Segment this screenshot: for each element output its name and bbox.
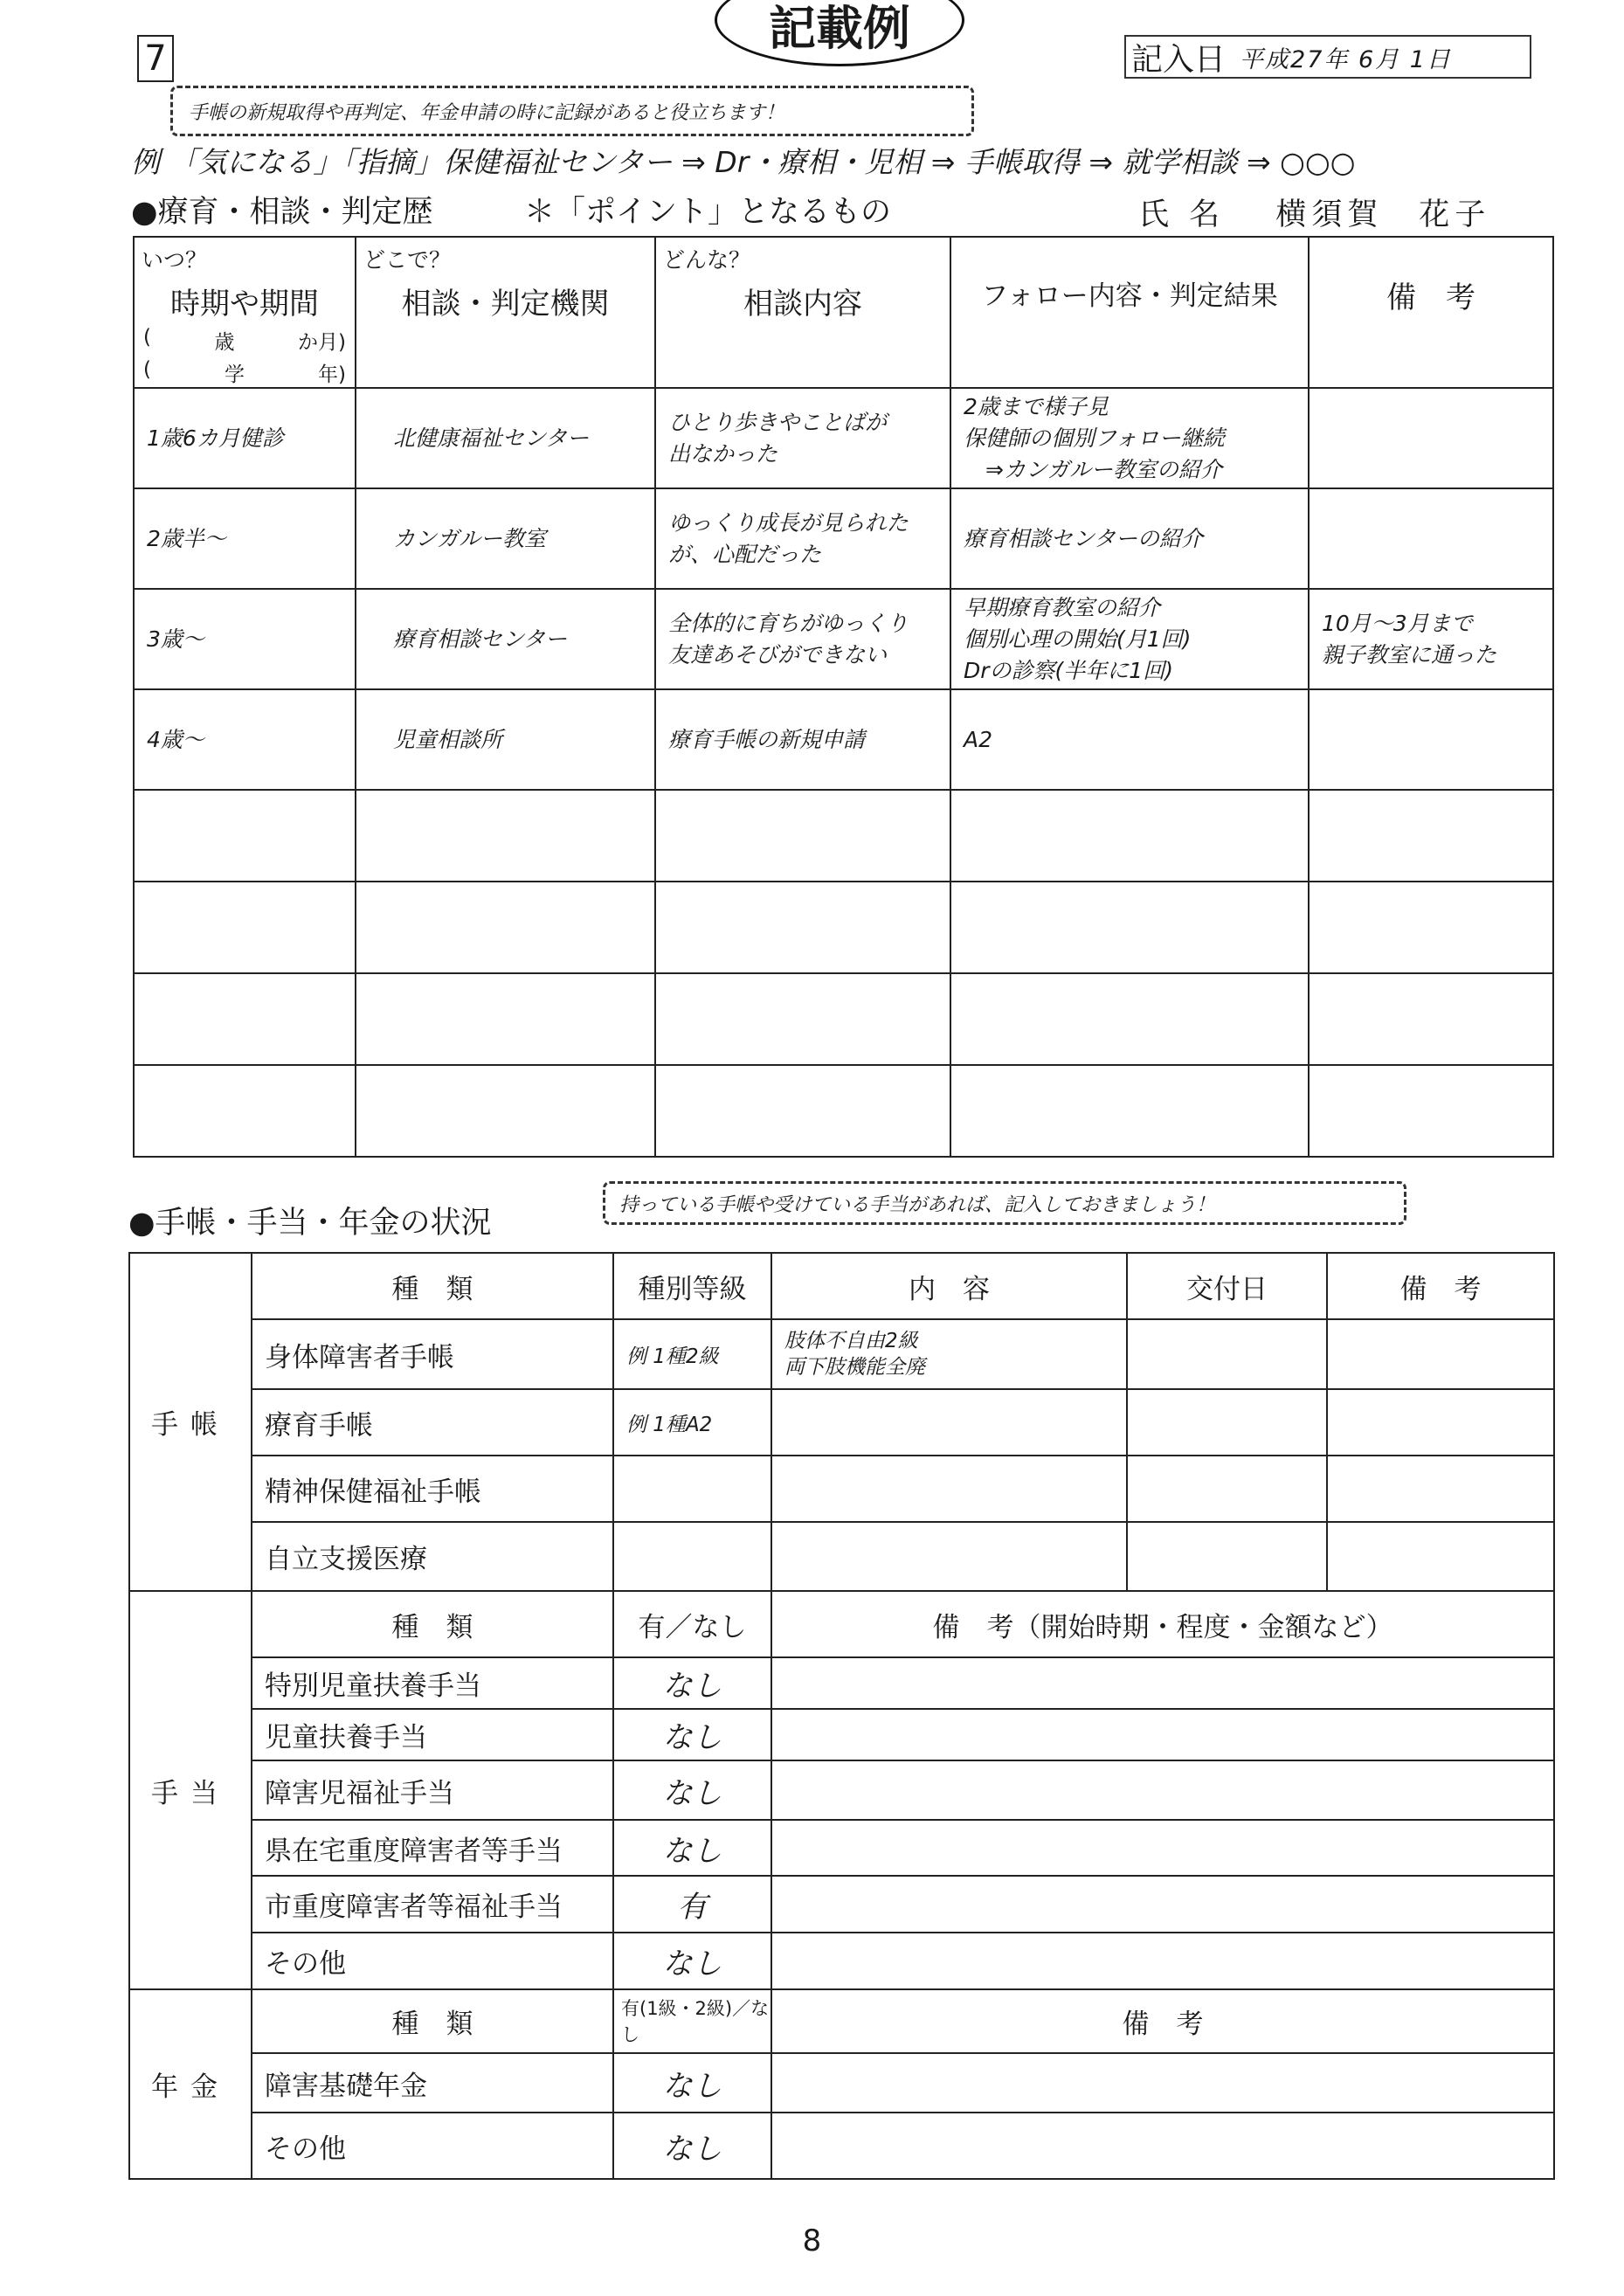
teate-value[interactable]: 有 <box>613 1876 771 1933</box>
empty-cell[interactable] <box>1309 973 1553 1065</box>
nenkin-group-label: 年金 <box>129 1989 252 2179</box>
empty-cell[interactable] <box>950 882 1309 973</box>
nenkin-header-row <box>129 1989 1554 2053</box>
techo-issue-date[interactable] <box>1127 1319 1327 1389</box>
nenkin-kind: その他 <box>252 2113 613 2179</box>
techo-note[interactable] <box>1327 1389 1554 1456</box>
nenkin-row <box>129 2113 1554 2179</box>
note-cell[interactable] <box>1309 488 1553 589</box>
what-cell[interactable] <box>655 488 950 589</box>
cell-line: 出なかった <box>668 440 778 467</box>
teate-kind: 市重度障害者等福祉手当 <box>252 1876 613 1933</box>
what-cell[interactable] <box>655 388 950 488</box>
teate-value[interactable]: なし <box>613 1820 771 1876</box>
cell-line: 療育相談センターの紹介 <box>964 525 1204 551</box>
teate-kind: 県在宅重度障害者等手当 <box>252 1820 613 1876</box>
empty-cell[interactable] <box>1309 790 1553 882</box>
col-sub-age: ( 歳 か月) <box>143 326 346 354</box>
teate-value[interactable]: なし <box>613 1657 771 1709</box>
when-cell[interactable] <box>134 589 356 689</box>
techo-row <box>129 1522 1554 1591</box>
col-label: 時期や期間 <box>170 287 319 322</box>
empty-cell[interactable] <box>356 790 655 882</box>
cell-text: 1歳6カ月健診 <box>147 425 284 451</box>
techo-content[interactable] <box>771 1319 1127 1389</box>
teate-row <box>129 1760 1554 1820</box>
techo-kind: 自立支援医療 <box>252 1522 613 1591</box>
name-field[interactable] <box>1138 190 1523 238</box>
teate-header-kind: 種 類 <box>252 1591 613 1657</box>
techo-grade[interactable]: 例 1種A2 <box>613 1389 771 1456</box>
cell-line: 保健師の個別フォロー継続 <box>964 425 1225 451</box>
techo-row <box>129 1389 1554 1456</box>
when-cell[interactable] <box>134 689 356 790</box>
when-cell[interactable] <box>134 388 356 488</box>
techo-kind: 身体障害者手帳 <box>252 1319 613 1389</box>
when-cell[interactable] <box>134 488 356 589</box>
techo-row <box>129 1456 1554 1522</box>
point-note: ＊「ポイント」となるもの <box>524 195 892 230</box>
where-cell[interactable] <box>356 388 655 488</box>
cell-text: 療育相談センター <box>393 626 568 652</box>
techo-issue-date[interactable] <box>1127 1456 1327 1522</box>
col-when <box>134 237 356 388</box>
empty-cell[interactable] <box>356 973 655 1065</box>
teate-value[interactable]: なし <box>613 1709 771 1760</box>
empty-cell[interactable] <box>950 790 1309 882</box>
empty-cell[interactable] <box>655 790 950 882</box>
nenkin-value[interactable]: なし <box>613 2053 771 2113</box>
empty-cell[interactable] <box>950 1065 1309 1157</box>
empty-cell[interactable] <box>655 882 950 973</box>
teate-kind: その他 <box>252 1933 613 1989</box>
status-tip-text: 持っている手帳や受けている手当があれば、記入しておきましょう！ <box>619 1193 1216 1216</box>
note-cell[interactable] <box>1309 689 1553 790</box>
col-question <box>951 238 1308 268</box>
cell-line: Drの診察(半年に1回) <box>964 657 1173 683</box>
techo-header-cell: 種 類 <box>252 1253 613 1319</box>
col-label: フォロー内容・判定結果 <box>981 280 1278 312</box>
what-cell[interactable] <box>655 589 950 689</box>
empty-cell[interactable] <box>655 973 950 1065</box>
col-sub-grade: ( 学 年) <box>143 358 346 386</box>
techo-grade[interactable]: 例 1種2級 <box>613 1319 771 1389</box>
entry-date-box <box>1124 35 1531 79</box>
teate-note[interactable] <box>771 1760 1554 1820</box>
empty-cell[interactable] <box>134 790 356 882</box>
history-row <box>134 589 1553 689</box>
teate-row <box>129 1657 1554 1709</box>
cell-line: ゆっくり成長が見られた <box>668 509 909 536</box>
nenkin-header-note: 備 考 <box>771 1989 1554 2053</box>
empty-cell[interactable] <box>950 973 1309 1065</box>
tip-callout <box>170 86 974 136</box>
example-stamp: 記載例 <box>715 0 964 66</box>
techo-grade[interactable] <box>613 1522 771 1591</box>
entry-date-value[interactable]: 平成27年 6月 1日 <box>1240 45 1452 73</box>
nenkin-header-value: 有(1級・2級)／なし <box>613 1989 771 2053</box>
nenkin-value[interactable]: なし <box>613 2113 771 2179</box>
example-flow: 例 「気になる」「指摘」保健福祉センター ⇒ Dr・療相・児相 ⇒ 手帳取得 ⇒ 就学相談 ⇒ ○○○ <box>131 145 1356 179</box>
cell-line: 個別心理の開始(月1回) <box>964 626 1192 652</box>
teate-note[interactable] <box>771 1709 1554 1760</box>
history-row <box>134 689 1553 790</box>
nenkin-header-kind: 種 類 <box>252 1989 613 2053</box>
techo-header-cell: 種別等級 <box>613 1253 771 1319</box>
teate-note[interactable] <box>771 1933 1554 1989</box>
techo-note[interactable] <box>1327 1522 1554 1591</box>
history-empty-row <box>134 790 1553 882</box>
teate-kind: 児童扶養手当 <box>252 1709 613 1760</box>
empty-cell[interactable] <box>356 1065 655 1157</box>
techo-issue-date[interactable] <box>1127 1522 1327 1591</box>
where-cell[interactable] <box>356 589 655 689</box>
nenkin-note[interactable] <box>771 2053 1554 2113</box>
cell-text: 2歳半～ <box>147 525 226 551</box>
note-cell[interactable] <box>1309 388 1553 488</box>
cell-line: 全体的に育ちがゆっくり <box>668 610 909 636</box>
history-table <box>133 236 1554 1158</box>
what-cell[interactable] <box>655 689 950 790</box>
cell-text: 3歳～ <box>147 626 204 652</box>
teate-header-note: 備 考（開始時期・程度・金額など） <box>771 1591 1554 1657</box>
techo-header-cell: 備 考 <box>1327 1253 1554 1319</box>
techo-group-label: 手帳 <box>129 1253 252 1591</box>
techo-content[interactable] <box>771 1389 1127 1456</box>
follow-cell[interactable] <box>950 388 1309 488</box>
empty-cell[interactable] <box>1309 882 1553 973</box>
techo-content[interactable] <box>771 1456 1127 1522</box>
teate-kind: 障害児福祉手当 <box>252 1760 613 1820</box>
techo-kind: 精神保健福祉手帳 <box>252 1456 613 1522</box>
where-cell[interactable] <box>356 689 655 790</box>
history-empty-row <box>134 882 1553 973</box>
teate-kind: 特別児童扶養手当 <box>252 1657 613 1709</box>
cell-line: 早期療育教室の紹介 <box>964 594 1161 620</box>
entry-date-label: 記入日 <box>1131 41 1227 78</box>
teate-note[interactable] <box>771 1820 1554 1876</box>
col-label: 相談・判定機関 <box>401 287 610 322</box>
follow-cell[interactable] <box>950 589 1309 689</box>
teate-value[interactable]: なし <box>613 1760 771 1820</box>
tip-text: 手帳の新規取得や再判定、年金申請の時に記録があると役立ちます！ <box>189 101 785 124</box>
teate-row <box>129 1820 1554 1876</box>
techo-header-cell: 交付日 <box>1127 1253 1327 1319</box>
teate-row <box>129 1933 1554 1989</box>
page-number: 8 <box>802 2223 822 2258</box>
cell-line: 10月～3月まで <box>1322 610 1473 636</box>
col-note <box>1309 237 1553 388</box>
cell-text: 4歳～ <box>147 726 204 752</box>
teate-header-value: 有／なし <box>613 1591 771 1657</box>
nenkin-row <box>129 2053 1554 2113</box>
empty-cell[interactable] <box>655 1065 950 1157</box>
techo-header-row <box>129 1253 1554 1319</box>
cell-line: 療育手帳の新規申請 <box>668 726 866 752</box>
teate-note[interactable] <box>771 1657 1554 1709</box>
col-label: 備 考 <box>1386 280 1475 315</box>
techo-content[interactable] <box>771 1522 1127 1591</box>
history-empty-row <box>134 973 1553 1065</box>
history-row <box>134 488 1553 589</box>
techo-row <box>129 1319 1554 1389</box>
cell-text: 北健康福祉センター <box>393 425 590 451</box>
col-question: どこで？ <box>363 247 452 273</box>
status-tip-callout <box>603 1181 1406 1225</box>
empty-cell[interactable] <box>134 882 356 973</box>
follow-cell[interactable] <box>950 689 1309 790</box>
techo-note[interactable] <box>1327 1456 1554 1522</box>
cell-line: ひとり歩きやことばが <box>668 409 888 435</box>
history-section-title: ●療育・相談・判定歴 <box>131 195 433 230</box>
teate-header-row <box>129 1591 1554 1657</box>
col-question: いつ？ <box>142 247 208 273</box>
empty-cell[interactable] <box>134 973 356 1065</box>
name-value[interactable]: 横須賀 花子 <box>1275 197 1491 232</box>
teate-note[interactable] <box>771 1876 1554 1933</box>
teate-row <box>129 1709 1554 1760</box>
empty-cell[interactable] <box>356 882 655 973</box>
follow-cell[interactable] <box>950 488 1309 589</box>
techo-note[interactable] <box>1327 1319 1554 1389</box>
cell-line: 親子教室に通った <box>1322 641 1497 667</box>
content-line: 両下肢機能全廃 <box>784 1356 925 1379</box>
techo-grade[interactable] <box>613 1456 771 1522</box>
techo-header-cell: 内 容 <box>771 1253 1127 1319</box>
col-where <box>356 237 655 388</box>
techo-kind: 療育手帳 <box>252 1389 613 1456</box>
history-row <box>134 388 1553 488</box>
history-header-row <box>134 237 1553 388</box>
section-number-box: 7 <box>137 35 174 82</box>
empty-cell[interactable] <box>134 1065 356 1157</box>
teate-value[interactable]: なし <box>613 1933 771 1989</box>
empty-cell[interactable] <box>1309 1065 1553 1157</box>
teate-row <box>129 1876 1554 1933</box>
status-section-title: ●手帳・手当・年金の状況 <box>128 1206 492 1241</box>
cell-line: 友達あそびができない <box>668 641 888 667</box>
nenkin-note[interactable] <box>771 2113 1554 2179</box>
nenkin-kind: 障害基礎年金 <box>252 2053 613 2113</box>
techo-issue-date[interactable] <box>1127 1389 1327 1456</box>
where-cell[interactable] <box>356 488 655 589</box>
content-line: 肢体不自由2級 <box>784 1330 918 1352</box>
cell-line: が、心配だった <box>668 541 822 567</box>
note-cell[interactable] <box>1309 589 1553 689</box>
cell-line: 2歳まで様子見 <box>964 393 1109 419</box>
name-label: 氏 名 <box>1138 197 1226 232</box>
cell-line: A2 <box>964 726 993 752</box>
col-what <box>655 237 950 388</box>
col-follow <box>950 237 1309 388</box>
history-empty-row <box>134 1065 1553 1157</box>
cell-text: 児童相談所 <box>393 726 503 752</box>
col-label: 相談内容 <box>743 287 862 322</box>
col-question <box>1310 238 1552 268</box>
cell-text: カンガルー教室 <box>393 525 547 551</box>
col-question: どんな？ <box>663 247 751 273</box>
status-table <box>128 1252 1555 2180</box>
cell-line: ⇒カンガルー教室の紹介 <box>964 456 1222 482</box>
teate-group-label: 手当 <box>129 1591 252 1989</box>
